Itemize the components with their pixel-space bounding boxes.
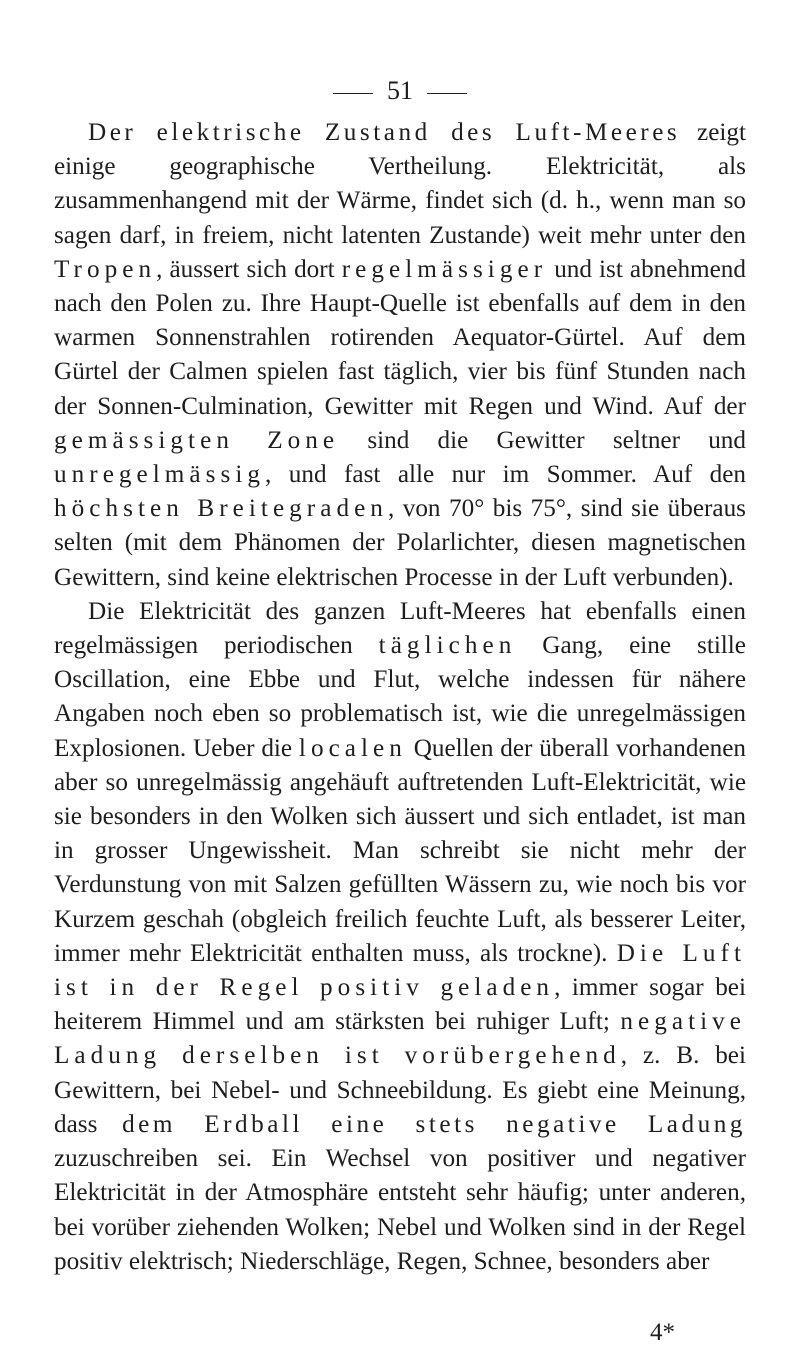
text-run: Gang, eine stille Oscillation, eine Ebbe und Flut, welche indessen für nähere Angaben noch eben so problematisch ist, wie die unregelmässigen Explosionen. Ueber die: [54, 632, 746, 762]
text-run: zeigt einige geographische Vertheilung. Elektricität, als zusammenhangend mit der Wärme, findet sich (d. h., wenn man so sagen darf, in freiem, nicht latenten Zustande) weit mehr unter den: [54, 119, 746, 249]
text-run: , äussert sich dort: [156, 255, 342, 283]
paragraph-1: [54, 116, 746, 595]
text-run: , von 70° bis 75°, sind sie überaus selten (mit dem Phänomen der Polarlichter, diesen magnetischen Gewittern, sind keine elektrischen Processe in der Luft verbunden).: [54, 495, 746, 591]
text-run: und ist abnehmend nach den Polen zu. Ihre Haupt-Quelle ist ebenfalls auf dem in den warmen Sonnenstrahlen rotirenden Aequator-Gürtel. Auf dem Gürtel der Calmen spielen fast täglich, vier bis fünf Stunden nach der Sonnen-Culmination, Gewitter mit Regen und Wind. Auf der: [54, 255, 746, 420]
body-text: [54, 116, 746, 1279]
emphasis-tropen: Tropen: [54, 255, 157, 283]
emphasis-gemaessigten-zone: gemässigten Zone: [54, 426, 340, 454]
emphasis-taeglichen: täglichen: [378, 632, 517, 660]
page-number-header: [0, 76, 800, 106]
emphasis-localen: localen: [298, 734, 407, 762]
emphasis-unregelmaessig: unregelmässig: [54, 461, 266, 489]
text-run: , immer sogar bei heiterem Himmel und am stärksten bei ruhiger Luft;: [54, 974, 746, 1036]
emphasis-hoechsten-breitegraden: höchsten Breitegraden: [54, 495, 388, 523]
lead-phrase: Der elektrische Zustand des Luft-Meeres: [88, 119, 681, 146]
paragraph-2: [54, 595, 746, 1279]
text-run: Die Elektricität des ganzen Luft-Meeres hat ebenfalls einen regelmässigen periodischen: [54, 597, 746, 660]
left-rule: [333, 93, 373, 94]
emphasis-negative-ladung: negative Ladung derselben ist vorübergehend: [54, 1008, 746, 1070]
emphasis-regelmaessiger: regelmässiger: [341, 255, 548, 283]
text-run: sind die Gewitter seltner und: [339, 426, 746, 454]
signature-mark: 4*: [650, 1319, 675, 1346]
text-run: , z. B. bei Gewittern, bei Nebel- und Schneebildung. Es giebt eine Meinung, dass: [54, 1042, 746, 1138]
page-number: 51: [387, 76, 413, 105]
text-run: zuzuschreiben sei. Ein Wechsel von positiver und negativer Elektricität in der Atmosphäre entsteht sehr häufig; unter anderen, bei vorüber ziehenden Wolken; Nebel und Wolken sind in der Regel positiv elektrisch; Niederschläge, Regen, Schnee, besonders aber: [54, 1145, 746, 1275]
text-run: , und fast alle nur im Sommer. Auf den: [265, 461, 746, 489]
right-rule: [427, 93, 467, 94]
emphasis-positiv-geladen: Die Luft ist in der Regel positiv geladen: [54, 939, 746, 1002]
emphasis-erdball: dem Erdball eine stets negative Ladung: [122, 1110, 746, 1138]
text-run: Quellen der überall vorhandenen aber so unregelmässig angehäuft auftretenden Luft-Elektricität, wie sie besonders in den Wolken sich äussert und sich entladet, ist man in grosser Ungewissheit. Man schreibt sie nicht mehr der Verdunstung von mit Salzen gefüllten Wässern zu, wie noch bis vor Kurzem geschah (obgleich freilich feuchte Luft, als besserer Leiter, immer mehr Elektricität enthalten muss, als trockne).: [54, 734, 746, 967]
